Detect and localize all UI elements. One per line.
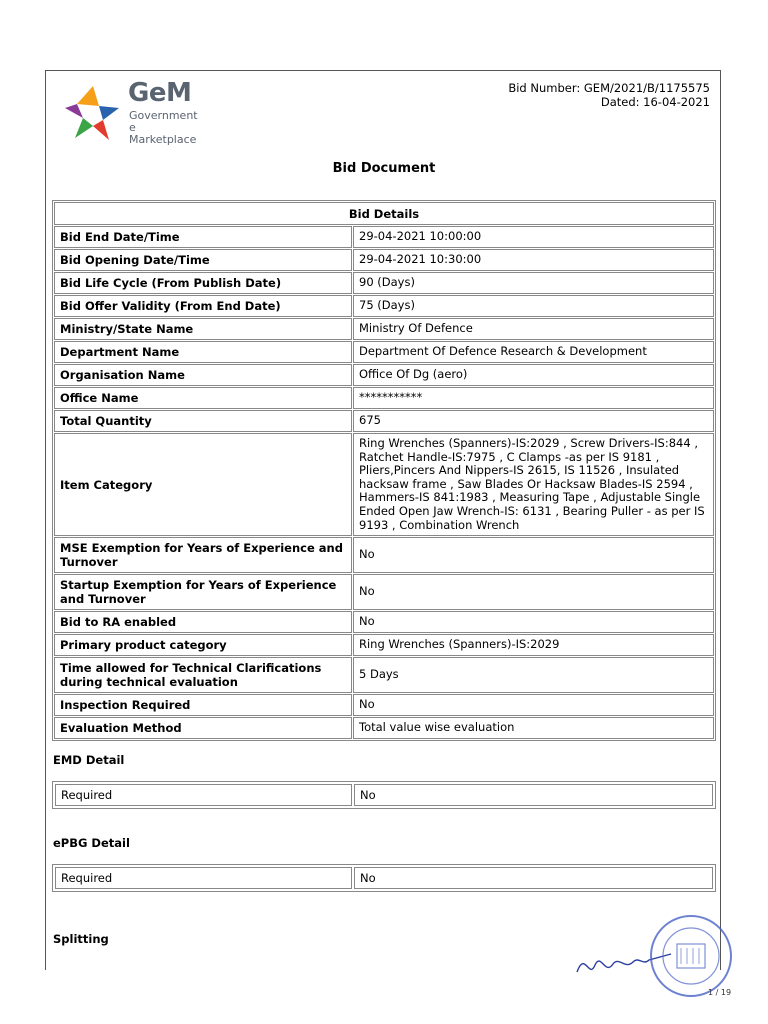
row-value: 29-04-2021 10:30:00	[353, 249, 714, 271]
row-label: Ministry/State Name	[54, 318, 352, 340]
table-row	[54, 611, 714, 633]
signature-stamp-icon	[575, 910, 735, 1000]
bid-details-table	[52, 200, 716, 741]
table-row	[55, 867, 713, 889]
row-label: Item Category	[54, 433, 352, 536]
table-row	[54, 318, 714, 340]
logo-title: GeM	[128, 78, 192, 108]
row-label: Primary product category	[54, 634, 352, 656]
row-value: No	[353, 537, 714, 573]
splitting-heading: Splitting	[53, 932, 109, 946]
table-row	[54, 249, 714, 271]
table-row	[54, 341, 714, 363]
gem-logo	[63, 78, 203, 146]
row-value: 90 (Days)	[353, 272, 714, 294]
epbg-detail-heading: ePBG Detail	[53, 836, 130, 850]
row-label: Office Name	[54, 387, 352, 409]
bid-date: Dated: 16-04-2021	[600, 95, 710, 109]
row-value: 29-04-2021 10:00:00	[353, 226, 714, 248]
table-row	[54, 272, 714, 294]
table-row	[54, 574, 714, 610]
table-header-row	[54, 202, 714, 225]
table-row	[54, 657, 714, 693]
row-value: No	[353, 694, 714, 716]
emd-detail-heading: EMD Detail	[53, 753, 125, 767]
row-label: Evaluation Method	[54, 717, 352, 739]
row-value: Total value wise evaluation	[353, 717, 714, 739]
table-row	[54, 537, 714, 573]
gem-star-icon	[63, 82, 123, 142]
emd-required-label: Required	[55, 784, 352, 806]
epbg-table	[52, 864, 716, 892]
row-label: MSE Exemption for Years of Experience and Turnover	[54, 537, 352, 573]
row-value: No	[353, 574, 714, 610]
row-value: 75 (Days)	[353, 295, 714, 317]
table-row	[54, 295, 714, 317]
page-title: Bid Document	[332, 161, 436, 176]
row-value: Ring Wrenches (Spanners)-IS:2029 , Screw Drivers-IS:844 , Ratchet Handle-IS:7975 , C Clamps -as per IS 9181 , Pliers,Pincers And Nippers-IS 2615, IS 11526 , Insulated hacksaw frame , Saw Blades Or Hacksaw Blades-IS 2594 , Hammers-IS 841:1983 , Measuring Tape , Adjustable Single Ended Open Jaw Wrench-IS: 6131 , Bearing Puller - as per IS 9193 , Combination Wrench	[353, 433, 714, 536]
row-label: Organisation Name	[54, 364, 352, 386]
emd-table	[52, 781, 716, 809]
table-row	[54, 387, 714, 409]
row-label: Inspection Required	[54, 694, 352, 716]
row-label: Time allowed for Technical Clarifications during technical evaluation	[54, 657, 352, 693]
row-label: Bid to RA enabled	[54, 611, 352, 633]
row-label: Department Name	[54, 341, 352, 363]
row-value: 5 Days	[353, 657, 714, 693]
row-value: No	[353, 611, 714, 633]
row-value: Ring Wrenches (Spanners)-IS:2029	[353, 634, 714, 656]
bid-details-heading: Bid Details	[54, 202, 714, 225]
epbg-required-label: Required	[55, 867, 352, 889]
logo-subtitle-marketplace: e Marketplace	[129, 121, 197, 146]
row-label: Bid Offer Validity (From End Date)	[54, 295, 352, 317]
row-label: Bid Life Cycle (From Publish Date)	[54, 272, 352, 294]
table-row	[54, 226, 714, 248]
bid-details-body	[54, 226, 714, 739]
table-row	[54, 717, 714, 739]
row-label: Bid Opening Date/Time	[54, 249, 352, 271]
bid-number: Bid Number: GEM/2021/B/1175575	[508, 81, 710, 95]
emd-required-value: No	[354, 784, 713, 806]
row-value: Ministry Of Defence	[353, 318, 714, 340]
epbg-required-value: No	[354, 867, 713, 889]
row-label: Startup Exemption for Years of Experience and Turnover	[54, 574, 352, 610]
table-row	[54, 364, 714, 386]
logo-subtitle-government: Government	[129, 109, 198, 122]
row-value: Office Of Dg (aero)	[353, 364, 714, 386]
row-label: Bid End Date/Time	[54, 226, 352, 248]
table-row	[54, 433, 714, 536]
table-row	[54, 410, 714, 432]
table-row	[54, 634, 714, 656]
page-number: 1 / 19	[708, 988, 732, 997]
row-value: 675	[353, 410, 714, 432]
table-row	[54, 694, 714, 716]
row-value: ***********	[353, 387, 714, 409]
bid-meta	[508, 81, 710, 109]
row-label: Total Quantity	[54, 410, 352, 432]
table-row	[55, 784, 713, 806]
row-value: Department Of Defence Research & Development	[353, 341, 714, 363]
